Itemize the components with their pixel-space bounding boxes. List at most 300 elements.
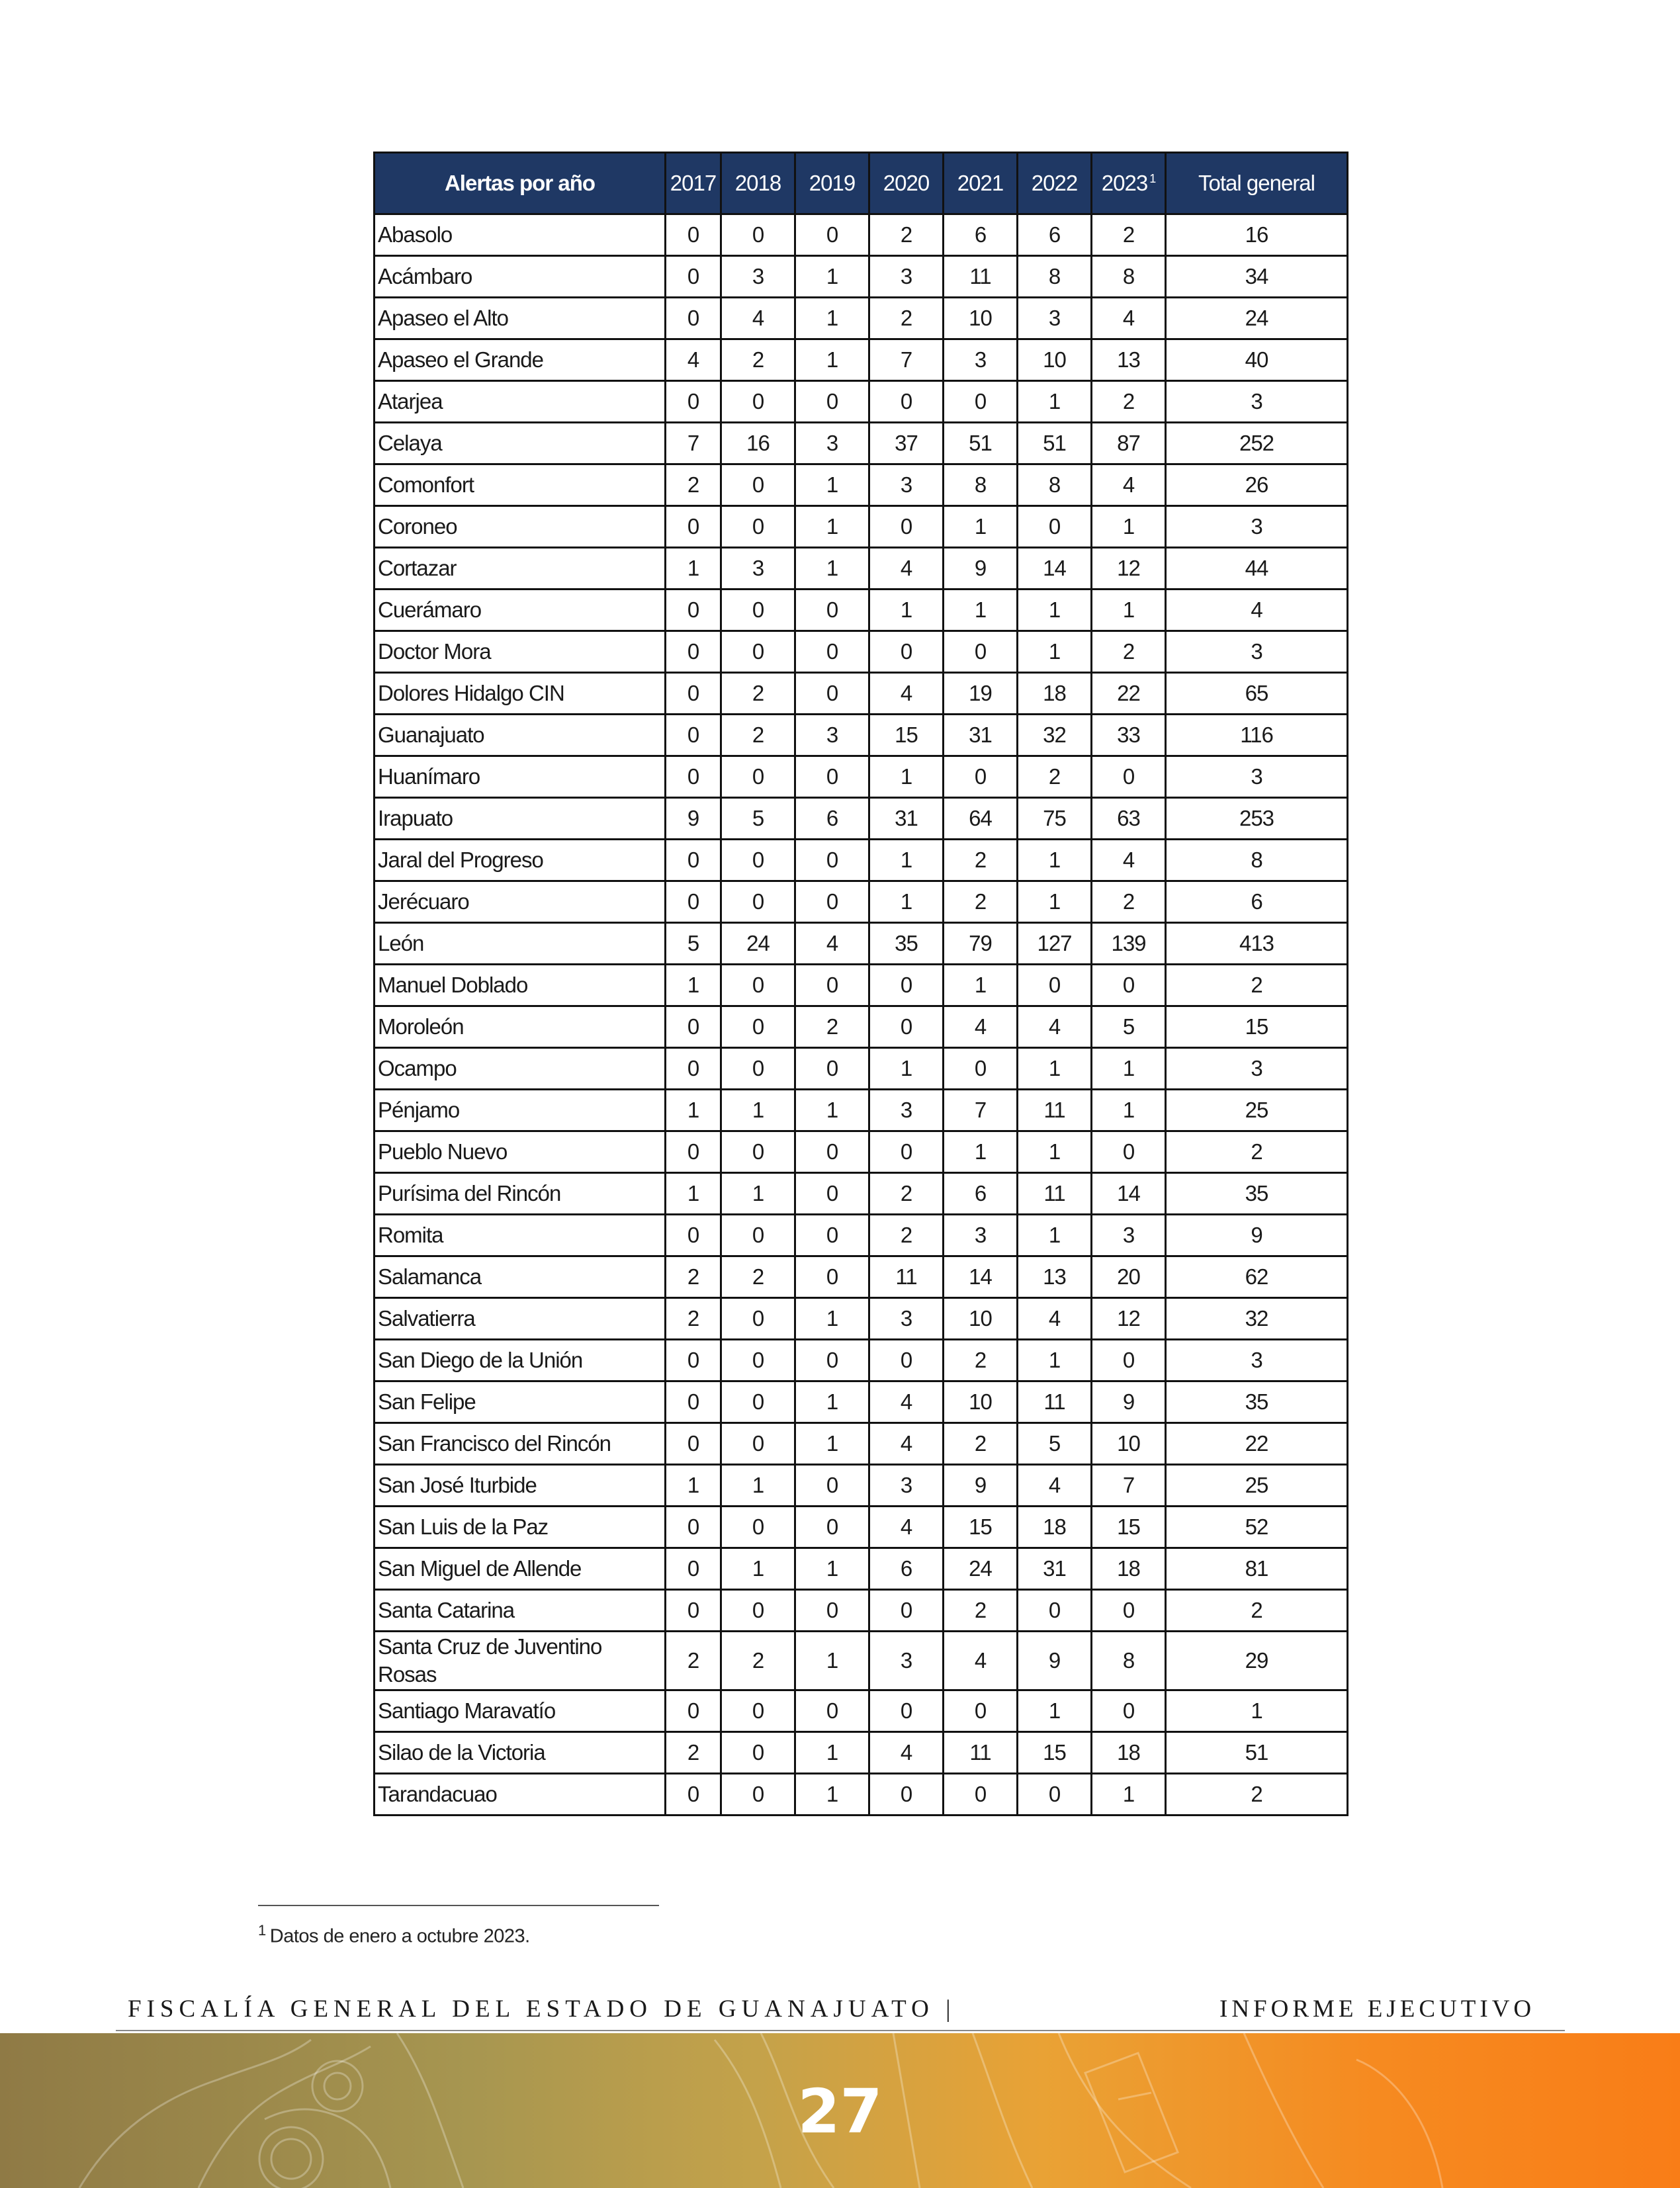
total-cell: 24 <box>1166 298 1348 339</box>
total-cell: 25 <box>1166 1090 1348 1131</box>
total-cell: 25 <box>1166 1465 1348 1507</box>
year-value-cell: 0 <box>869 965 944 1006</box>
year-value-cell: 2 <box>869 1215 944 1256</box>
footnote <box>258 1922 530 1948</box>
municipality-cell: Abasolo <box>375 214 666 256</box>
year-value-cell: 13 <box>1092 339 1166 381</box>
municipality-cell: Acámbaro <box>375 256 666 298</box>
year-value-cell: 4 <box>944 1632 1018 1690</box>
year-value-cell: 2 <box>869 298 944 339</box>
year-value-cell: 1 <box>1018 381 1092 423</box>
municipality-cell: Tarandacuao <box>375 1774 666 1816</box>
year-value-cell: 6 <box>944 1173 1018 1215</box>
year-value-cell: 15 <box>869 715 944 756</box>
total-cell: 3 <box>1166 631 1348 673</box>
year-value-cell: 0 <box>721 965 795 1006</box>
year-value-cell: 7 <box>1092 1465 1166 1507</box>
year-value-cell: 8 <box>1018 256 1092 298</box>
year-value-cell: 1 <box>795 1774 869 1816</box>
year-value-cell: 10 <box>944 298 1018 339</box>
year-value-cell: 0 <box>1018 1590 1092 1632</box>
year-value-cell: 1 <box>666 1090 721 1131</box>
year-value-cell: 15 <box>944 1507 1018 1548</box>
year-value-cell: 0 <box>1092 1590 1166 1632</box>
year-value-cell: 16 <box>721 423 795 464</box>
year-value-cell: 1 <box>1018 1048 1092 1090</box>
total-cell: 52 <box>1166 1507 1348 1548</box>
year-value-cell: 0 <box>666 1507 721 1548</box>
year-value-cell: 9 <box>1018 1632 1092 1690</box>
year-value-cell: 0 <box>721 1131 795 1173</box>
year-value-cell: 1 <box>869 840 944 881</box>
year-value-cell: 4 <box>869 1507 944 1548</box>
municipality-cell: San José Iturbide <box>375 1465 666 1507</box>
total-cell: 15 <box>1166 1006 1348 1048</box>
municipality-cell: San Diego de la Unión <box>375 1340 666 1381</box>
year-value-cell: 13 <box>1018 1256 1092 1298</box>
year-value-cell: 5 <box>666 923 721 965</box>
municipality-cell: San Felipe <box>375 1381 666 1423</box>
year-value-cell: 0 <box>795 1507 869 1548</box>
municipality-cell: Purísima del Rincón <box>375 1173 666 1215</box>
report-title: INFORME EJECUTIVO <box>1219 1995 1536 2023</box>
year-value-cell: 0 <box>666 1215 721 1256</box>
year-value-cell: 4 <box>944 1006 1018 1048</box>
municipality-cell: Cortazar <box>375 548 666 590</box>
table-row <box>375 1423 1348 1465</box>
total-cell: 44 <box>1166 548 1348 590</box>
table-row <box>375 1131 1348 1173</box>
year-value-cell: 0 <box>869 631 944 673</box>
year-value-cell: 10 <box>1092 1423 1166 1465</box>
year-value-cell: 11 <box>1018 1173 1092 1215</box>
table-row <box>375 673 1348 715</box>
year-value-cell: 2 <box>795 1006 869 1048</box>
year-value-cell: 3 <box>869 1090 944 1131</box>
table-row <box>375 590 1348 631</box>
total-cell: 2 <box>1166 1131 1348 1173</box>
year-value-cell: 139 <box>1092 923 1166 965</box>
year-value-cell: 2 <box>1092 381 1166 423</box>
table-row <box>375 1548 1348 1590</box>
year-value-cell: 0 <box>721 756 795 798</box>
municipality-cell: San Francisco del Rincón <box>375 1423 666 1465</box>
year-value-cell: 31 <box>1018 1548 1092 1590</box>
footer-divider <box>116 2030 1565 2031</box>
total-cell: 9 <box>1166 1215 1348 1256</box>
year-value-cell: 33 <box>1092 715 1166 756</box>
year-value-cell: 1 <box>795 464 869 506</box>
municipality-cell: Santa Catarina <box>375 1590 666 1632</box>
year-value-cell: 0 <box>869 1690 944 1732</box>
total-cell: 116 <box>1166 715 1348 756</box>
year-value-cell: 3 <box>1018 298 1092 339</box>
year-value-cell: 4 <box>1018 1006 1092 1048</box>
year-value-cell: 2 <box>944 840 1018 881</box>
year-value-cell: 0 <box>795 1590 869 1632</box>
year-value-cell: 1 <box>795 548 869 590</box>
municipality-cell: Jerécuaro <box>375 881 666 923</box>
year-value-cell: 11 <box>944 256 1018 298</box>
year-value-cell: 3 <box>721 256 795 298</box>
table-row <box>375 923 1348 965</box>
year-value-cell: 2 <box>1092 214 1166 256</box>
table-row <box>375 506 1348 548</box>
year-value-cell: 1 <box>869 590 944 631</box>
table-row <box>375 1732 1348 1774</box>
year-value-cell: 0 <box>721 1215 795 1256</box>
year-value-cell: 1 <box>721 1465 795 1507</box>
municipality-cell: Apaseo el Alto <box>375 298 666 339</box>
table-row <box>375 381 1348 423</box>
year-value-cell: 5 <box>721 798 795 840</box>
year-value-cell: 1 <box>1018 1340 1092 1381</box>
year-value-cell: 1 <box>721 1173 795 1215</box>
year-value-cell: 8 <box>944 464 1018 506</box>
header-year-label: 2023 <box>1101 171 1148 195</box>
year-value-cell: 1 <box>795 1090 869 1131</box>
year-value-cell: 0 <box>1092 1131 1166 1173</box>
year-value-cell: 0 <box>795 214 869 256</box>
total-cell: 35 <box>1166 1173 1348 1215</box>
year-value-cell: 0 <box>795 1131 869 1173</box>
municipality-cell: Comonfort <box>375 464 666 506</box>
year-value-cell: 2 <box>944 881 1018 923</box>
year-value-cell: 0 <box>795 381 869 423</box>
year-value-cell: 0 <box>666 1131 721 1173</box>
municipality-cell: Pueblo Nuevo <box>375 1131 666 1173</box>
table-row <box>375 1215 1348 1256</box>
total-cell: 252 <box>1166 423 1348 464</box>
year-value-cell: 0 <box>795 1048 869 1090</box>
year-value-cell: 0 <box>666 1006 721 1048</box>
year-value-cell: 0 <box>795 673 869 715</box>
table-body <box>375 214 1348 1816</box>
municipality-cell: Irapuato <box>375 798 666 840</box>
year-value-cell: 1 <box>721 1090 795 1131</box>
year-value-cell: 14 <box>1092 1173 1166 1215</box>
municipality-cell: Santiago Maravatío <box>375 1690 666 1732</box>
year-value-cell: 12 <box>1092 1298 1166 1340</box>
year-value-cell: 1 <box>666 1173 721 1215</box>
municipality-cell: Dolores Hidalgo CIN <box>375 673 666 715</box>
year-value-cell: 0 <box>666 840 721 881</box>
year-value-cell: 3 <box>869 1465 944 1507</box>
municipality-cell: Celaya <box>375 423 666 464</box>
year-value-cell: 0 <box>721 1006 795 1048</box>
year-value-cell: 6 <box>795 798 869 840</box>
table-row <box>375 1507 1348 1548</box>
year-value-cell: 9 <box>944 548 1018 590</box>
year-value-cell: 0 <box>666 1774 721 1816</box>
header-year: 2019 <box>795 153 869 214</box>
year-value-cell: 0 <box>666 715 721 756</box>
year-value-cell: 0 <box>1092 756 1166 798</box>
year-value-cell: 37 <box>869 423 944 464</box>
year-value-cell: 1 <box>795 506 869 548</box>
header-municipality: Alertas por año <box>375 153 666 214</box>
year-value-cell: 0 <box>795 881 869 923</box>
year-value-cell: 1 <box>795 1423 869 1465</box>
year-value-cell: 0 <box>1092 965 1166 1006</box>
year-value-cell: 0 <box>721 840 795 881</box>
year-value-cell: 9 <box>944 1465 1018 1507</box>
year-value-cell: 0 <box>869 1590 944 1632</box>
year-value-cell: 1 <box>1092 590 1166 631</box>
year-value-cell: 0 <box>1092 1690 1166 1732</box>
table-row <box>375 1090 1348 1131</box>
year-value-cell: 35 <box>869 923 944 965</box>
table-row <box>375 1173 1348 1215</box>
year-value-cell: 12 <box>1092 548 1166 590</box>
year-value-cell: 127 <box>1018 923 1092 965</box>
year-value-cell: 1 <box>1092 506 1166 548</box>
year-value-cell: 4 <box>1092 464 1166 506</box>
year-value-cell: 1 <box>869 756 944 798</box>
year-value-cell: 1 <box>1018 631 1092 673</box>
year-value-cell: 2 <box>721 673 795 715</box>
year-value-cell: 8 <box>1092 1632 1166 1690</box>
year-value-cell: 11 <box>1018 1381 1092 1423</box>
year-value-cell: 4 <box>1018 1298 1092 1340</box>
year-value-cell: 0 <box>666 1423 721 1465</box>
year-value-cell: 3 <box>869 1298 944 1340</box>
year-value-cell: 10 <box>944 1381 1018 1423</box>
year-value-cell: 1 <box>944 965 1018 1006</box>
year-value-cell: 0 <box>666 381 721 423</box>
year-value-cell: 0 <box>721 881 795 923</box>
municipality-cell: Silao de la Victoria <box>375 1732 666 1774</box>
year-value-cell: 6 <box>1018 214 1092 256</box>
year-value-cell: 1 <box>869 881 944 923</box>
year-value-cell: 2 <box>666 1256 721 1298</box>
total-cell: 4 <box>1166 590 1348 631</box>
year-value-cell: 0 <box>944 1048 1018 1090</box>
year-value-cell: 0 <box>666 256 721 298</box>
year-value-cell: 4 <box>869 1423 944 1465</box>
year-value-cell: 51 <box>944 423 1018 464</box>
year-value-cell: 0 <box>666 1548 721 1590</box>
year-value-cell: 2 <box>666 1632 721 1690</box>
year-value-cell: 0 <box>666 298 721 339</box>
municipality-cell: San Luis de la Paz <box>375 1507 666 1548</box>
year-value-cell: 0 <box>666 506 721 548</box>
total-cell: 253 <box>1166 798 1348 840</box>
year-value-cell: 14 <box>1018 548 1092 590</box>
table-row <box>375 548 1348 590</box>
municipality-cell: Salamanca <box>375 1256 666 1298</box>
total-cell: 32 <box>1166 1298 1348 1340</box>
footnote-text: Datos de enero a octubre 2023. <box>269 1925 530 1947</box>
year-value-cell: 0 <box>721 1381 795 1423</box>
table-row <box>375 631 1348 673</box>
year-value-cell: 8 <box>1092 256 1166 298</box>
year-value-cell: 0 <box>869 381 944 423</box>
year-value-cell: 1 <box>795 1381 869 1423</box>
total-cell: 22 <box>1166 1423 1348 1465</box>
year-value-cell: 18 <box>1092 1732 1166 1774</box>
year-value-cell: 1 <box>1018 1690 1092 1732</box>
municipality-cell: Santa Cruz de Juventino Rosas <box>375 1632 666 1690</box>
year-value-cell: 0 <box>666 673 721 715</box>
year-value-cell: 0 <box>1018 506 1092 548</box>
total-cell: 62 <box>1166 1256 1348 1298</box>
total-cell: 65 <box>1166 673 1348 715</box>
year-value-cell: 0 <box>795 965 869 1006</box>
year-value-cell: 1 <box>1092 1048 1166 1090</box>
year-value-cell: 9 <box>1092 1381 1166 1423</box>
year-value-cell: 0 <box>721 1340 795 1381</box>
municipality-cell: Doctor Mora <box>375 631 666 673</box>
year-value-cell: 1 <box>1018 1215 1092 1256</box>
year-value-cell: 0 <box>869 1774 944 1816</box>
page-number: 27 <box>797 2076 883 2147</box>
year-value-cell: 0 <box>795 1340 869 1381</box>
year-value-cell: 1 <box>1018 1131 1092 1173</box>
year-value-cell: 0 <box>795 1690 869 1732</box>
year-value-cell: 1 <box>666 965 721 1006</box>
year-value-cell: 0 <box>721 1507 795 1548</box>
year-value-cell: 2 <box>1092 631 1166 673</box>
year-value-cell: 1 <box>1018 590 1092 631</box>
table-row <box>375 256 1348 298</box>
table-header-row <box>375 153 1348 214</box>
year-value-cell: 6 <box>944 214 1018 256</box>
total-cell: 3 <box>1166 1048 1348 1090</box>
year-value-cell: 0 <box>795 1215 869 1256</box>
year-value-cell: 64 <box>944 798 1018 840</box>
year-value-cell: 0 <box>721 464 795 506</box>
year-value-cell: 10 <box>944 1298 1018 1340</box>
year-value-cell: 75 <box>1018 798 1092 840</box>
year-value-cell: 4 <box>721 298 795 339</box>
table-row <box>375 423 1348 464</box>
municipality-cell: Moroleón <box>375 1006 666 1048</box>
header-year: 2020 <box>869 153 944 214</box>
footnote-divider <box>258 1905 659 1906</box>
year-value-cell: 0 <box>795 1173 869 1215</box>
year-value-cell: 2 <box>666 1732 721 1774</box>
year-value-cell: 18 <box>1092 1548 1166 1590</box>
year-value-cell: 0 <box>869 506 944 548</box>
year-value-cell: 1 <box>869 1048 944 1090</box>
year-value-cell: 2 <box>721 339 795 381</box>
year-value-cell: 31 <box>944 715 1018 756</box>
year-value-cell: 1 <box>795 1732 869 1774</box>
year-value-cell: 10 <box>1018 339 1092 381</box>
total-cell: 3 <box>1166 756 1348 798</box>
total-cell: 51 <box>1166 1732 1348 1774</box>
header-year: 2022 <box>1018 153 1092 214</box>
municipality-cell: Cuerámaro <box>375 590 666 631</box>
year-value-cell: 0 <box>666 590 721 631</box>
total-cell: 1 <box>1166 1690 1348 1732</box>
year-value-cell: 0 <box>666 1381 721 1423</box>
year-value-cell: 0 <box>944 1774 1018 1816</box>
year-value-cell: 3 <box>1092 1215 1166 1256</box>
year-value-cell: 4 <box>869 673 944 715</box>
year-value-cell: 1 <box>1018 881 1092 923</box>
alerts-table-container <box>373 152 1347 1816</box>
year-value-cell: 0 <box>721 1690 795 1732</box>
year-value-cell: 22 <box>1092 673 1166 715</box>
year-value-cell: 2 <box>944 1423 1018 1465</box>
year-value-cell: 24 <box>944 1548 1018 1590</box>
total-cell: 2 <box>1166 1774 1348 1816</box>
year-value-cell: 2 <box>721 1632 795 1690</box>
municipality-cell: Huanímaro <box>375 756 666 798</box>
year-value-cell: 0 <box>721 1423 795 1465</box>
year-value-cell: 0 <box>721 1298 795 1340</box>
total-cell: 3 <box>1166 381 1348 423</box>
year-value-cell: 0 <box>944 631 1018 673</box>
year-value-cell: 11 <box>944 1732 1018 1774</box>
year-value-cell: 18 <box>1018 673 1092 715</box>
municipality-cell: Guanajuato <box>375 715 666 756</box>
year-value-cell: 31 <box>869 798 944 840</box>
year-value-cell: 3 <box>795 423 869 464</box>
institution-name: FISCALÍA GENERAL DEL ESTADO DE GUANAJUATO | <box>128 1995 956 2023</box>
year-value-cell: 6 <box>869 1548 944 1590</box>
year-value-cell: 87 <box>1092 423 1166 464</box>
year-value-cell: 0 <box>795 1256 869 1298</box>
municipality-cell: Jaral del Progreso <box>375 840 666 881</box>
year-value-cell: 2 <box>869 214 944 256</box>
year-value-cell: 0 <box>795 756 869 798</box>
year-value-cell: 1 <box>795 298 869 339</box>
year-value-cell: 51 <box>1018 423 1092 464</box>
year-value-cell: 2 <box>944 1590 1018 1632</box>
year-value-cell: 0 <box>944 756 1018 798</box>
table-row <box>375 881 1348 923</box>
total-cell: 26 <box>1166 464 1348 506</box>
year-value-cell: 0 <box>869 1340 944 1381</box>
table-row <box>375 756 1348 798</box>
table-row <box>375 1381 1348 1423</box>
year-value-cell: 0 <box>795 1465 869 1507</box>
total-cell: 2 <box>1166 965 1348 1006</box>
year-value-cell: 0 <box>666 756 721 798</box>
year-value-cell: 1 <box>1092 1090 1166 1131</box>
year-value-cell: 3 <box>721 548 795 590</box>
municipality-cell: Coroneo <box>375 506 666 548</box>
year-value-cell: 9 <box>666 798 721 840</box>
municipality-cell: Ocampo <box>375 1048 666 1090</box>
year-value-cell: 4 <box>869 1732 944 1774</box>
municipality-cell: Salvatierra <box>375 1298 666 1340</box>
year-value-cell: 15 <box>1018 1732 1092 1774</box>
year-value-cell: 3 <box>869 256 944 298</box>
table-row <box>375 1690 1348 1732</box>
table-row <box>375 798 1348 840</box>
year-value-cell: 3 <box>869 1632 944 1690</box>
year-value-cell: 0 <box>1018 965 1092 1006</box>
year-value-cell: 3 <box>944 339 1018 381</box>
year-value-cell: 2 <box>1018 756 1092 798</box>
municipality-cell: León <box>375 923 666 965</box>
year-value-cell: 0 <box>721 590 795 631</box>
year-value-cell: 0 <box>666 1340 721 1381</box>
year-value-cell: 20 <box>1092 1256 1166 1298</box>
year-value-cell: 4 <box>1092 298 1166 339</box>
year-value-cell: 0 <box>666 1690 721 1732</box>
table-row <box>375 339 1348 381</box>
year-value-cell: 0 <box>795 631 869 673</box>
year-value-cell: 0 <box>721 631 795 673</box>
year-value-cell: 0 <box>721 381 795 423</box>
year-value-cell: 0 <box>795 590 869 631</box>
table-row <box>375 298 1348 339</box>
